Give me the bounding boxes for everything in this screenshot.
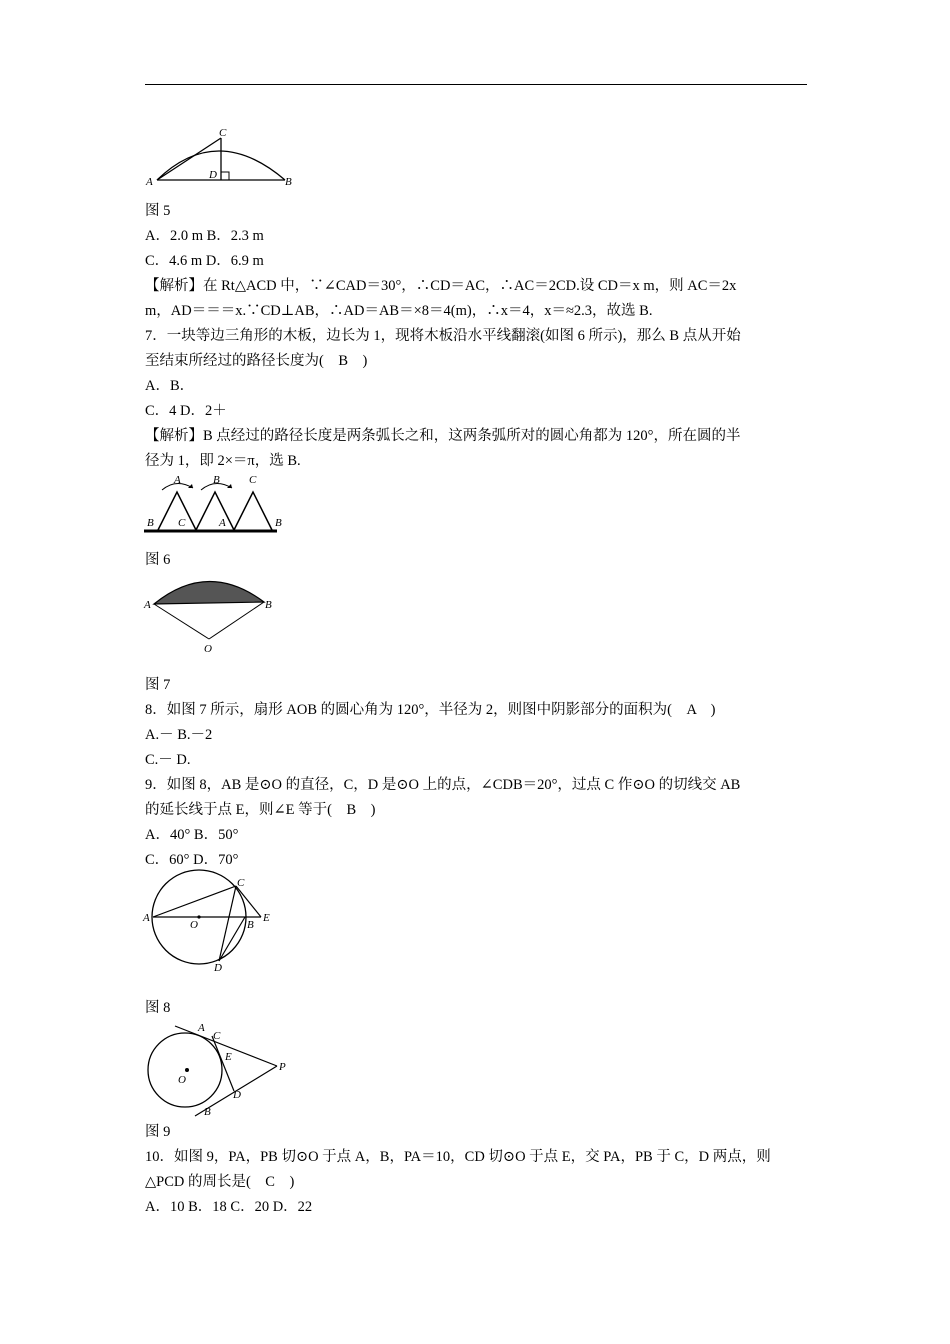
- fig8-label-b: B: [247, 919, 254, 931]
- fig5-label-a: A: [146, 176, 153, 188]
- q10-stem-1: 10．如图 9，PA，PB 切⊙O 于点 A，B，PA＝10，CD 切⊙O 于点 E，交 PA，PB 于 C，D 两点，则: [145, 1149, 771, 1165]
- figure-6: [143, 468, 288, 536]
- fig9-label-o: O: [178, 1074, 186, 1086]
- fig8-label-o: O: [190, 919, 198, 931]
- fig7-caption: 图 7: [145, 677, 171, 693]
- q10-stem-2: △PCD 的周长是( C ): [145, 1174, 295, 1190]
- q9-stem-1: 9．如图 8，AB 是⊙O 的直径，C，D 是⊙O 上的点，∠CDB＝20°，过点 C 作⊙O 的切线交 AB: [145, 777, 741, 793]
- fig6-top-label-c: C: [249, 474, 257, 486]
- figure-5: [143, 126, 303, 188]
- fig8-label-c: C: [237, 877, 245, 889]
- fig6-bottom-label-c: C: [178, 517, 186, 529]
- q8-stem: 8．如图 7 所示，扇形 AOB 的圆心角为 120°，半径为 2，则图中阴影部分的面积为( A ): [145, 702, 716, 718]
- figure-7: [143, 570, 283, 658]
- fig9-label-b: B: [204, 1106, 211, 1118]
- q7-analysis-2: 径为 1，即 2×＝π，选 B.: [145, 453, 301, 469]
- q9-options-1: A．40° B．50°: [145, 827, 239, 843]
- fig9-label-c: C: [213, 1030, 221, 1042]
- fig6-top-label-b: B: [213, 474, 220, 486]
- fig7-label-a: A: [144, 599, 151, 611]
- q8-options-2: C.－ D.: [145, 752, 191, 768]
- q8-options-1: A.－ B.－2: [145, 727, 213, 743]
- q6-analysis-1: 【解析】在 Rt△ACD 中，∵∠CAD＝30°，∴CD＝AC，∴AC＝2CD.设 CD＝x m，则 AC＝2x: [145, 278, 737, 294]
- fig7-label-b: B: [265, 599, 272, 611]
- fig8-label-a: A: [143, 912, 150, 924]
- fig6-caption: 图 6: [145, 552, 171, 568]
- fig6-bottom-label-a: A: [219, 517, 226, 529]
- fig5-caption: 图 5: [145, 203, 171, 219]
- fig9-label-p: P: [279, 1061, 286, 1073]
- q9-stem-2: 的延长线于点 E，则∠E 等于( B ): [145, 802, 376, 818]
- q6-options-1: A．2.0 m B．2.3 m: [145, 228, 264, 244]
- q10-options: A．10 B．18 C．20 D．22: [145, 1199, 313, 1215]
- fig9-label-d: D: [233, 1089, 241, 1101]
- figure-9: [143, 1018, 293, 1118]
- q6-analysis-2: m，AD＝＝＝x.∵CD⊥AB，∴AD＝AB＝×8＝4(m)，∴x＝4，x＝≈2.3，故选 B.: [145, 303, 653, 319]
- fig8-label-e: E: [263, 912, 270, 924]
- fig6-bottom-label-b2: B: [275, 517, 282, 529]
- fig6-top-label-a: A: [174, 474, 181, 486]
- q7-stem-1: 7．一块等边三角形的木板，边长为 1，现将木板沿水平线翻滚(如图 6 所示)，那么 B 点从开始: [145, 328, 741, 344]
- fig5-label-d: D: [209, 169, 217, 181]
- fig6-bottom-label-b1: B: [147, 517, 154, 529]
- figure-8: [143, 872, 283, 976]
- fig5-label-b: B: [285, 176, 292, 188]
- fig7-label-o: O: [204, 643, 212, 655]
- fig8-caption: 图 8: [145, 1000, 171, 1016]
- q7-stem-2: 至结束所经过的路径长度为( B ): [145, 353, 368, 369]
- q9-options-2: C．60° D．70°: [145, 852, 239, 868]
- fig9-label-a: A: [198, 1022, 205, 1034]
- q6-options-2: C．4.6 m D．6.9 m: [145, 253, 264, 269]
- fig5-label-c: C: [219, 127, 227, 139]
- header-rule: [145, 84, 807, 85]
- q7-analysis-1: 【解析】B 点经过的路径长度是两条弧长之和，这两条弧所对的圆心角都为 120°，所在圆的半: [145, 428, 741, 444]
- fig9-label-e: E: [225, 1051, 232, 1063]
- q7-options-2: C．4 D．2＋: [145, 403, 227, 419]
- fig8-label-d: D: [214, 962, 222, 974]
- fig9-caption: 图 9: [145, 1124, 171, 1140]
- q7-options-1: A．B．: [145, 378, 195, 394]
